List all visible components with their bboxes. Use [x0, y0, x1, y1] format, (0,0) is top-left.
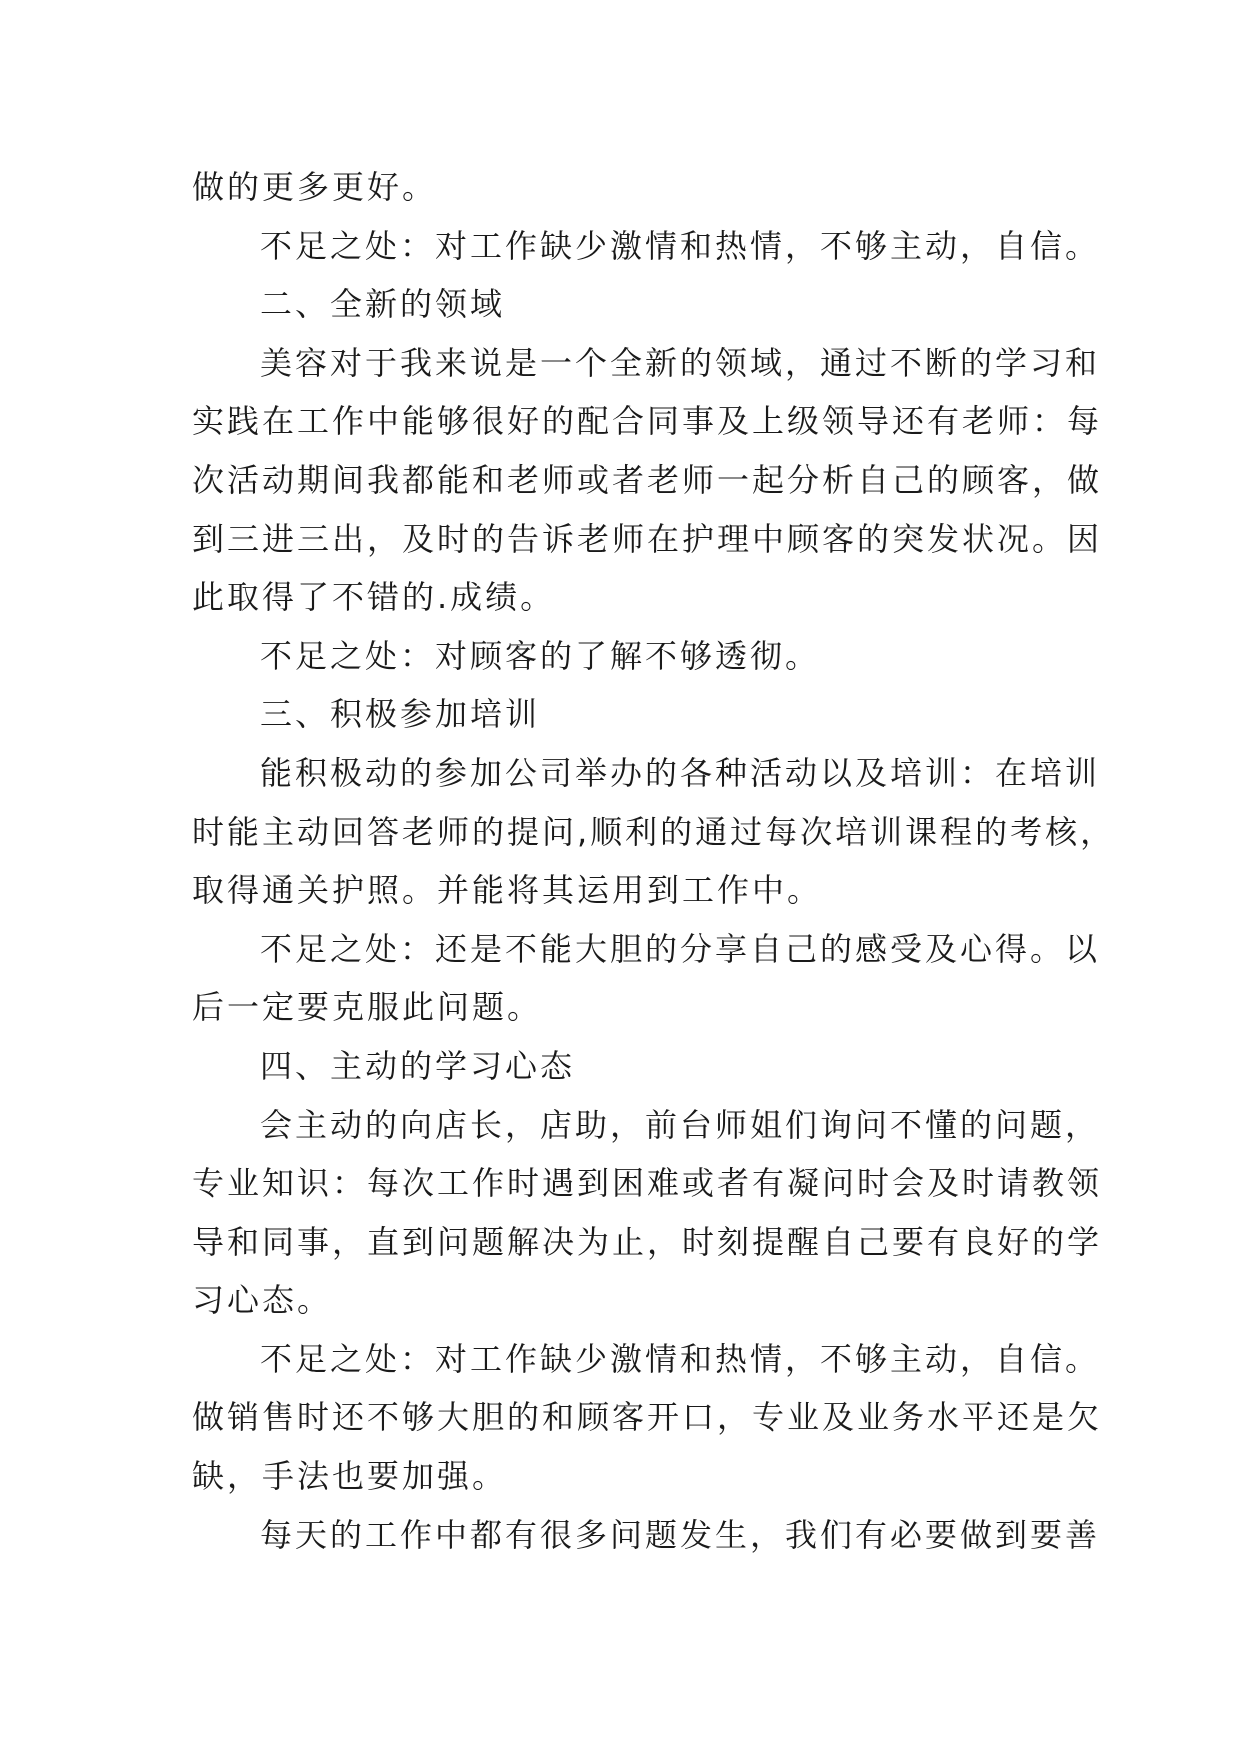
text-line: 二、全新的领域 — [260, 285, 506, 324]
text-line: 导和同事，直到问题解决为止，时刻提醒自己要有良好的学 — [192, 1222, 1103, 1261]
text-line: 做销售时还不够大胆的和顾客开口，专业及业务水平还是欠 — [192, 1398, 1103, 1437]
text-line: 每天的工作中都有很多问题发生，我们有必要做到要善 — [260, 1515, 1101, 1554]
text-line: 会主动的向店长，店助，前台师姐们询问不懂的问题， — [260, 1105, 1101, 1144]
text-line: 不足之处：对工作缺少激情和热情，不够主动，自信。 — [260, 1339, 1101, 1378]
text-line: 三、积极参加培训 — [260, 695, 541, 734]
text-line: 不足之处：对工作缺少激情和热情，不够主动，自信。 — [260, 226, 1101, 265]
text-line: 时能主动回答老师的提问,顺利的通过每次培训课程的考核， — [192, 812, 1116, 851]
document-body — [192, 158, 1116, 1564]
text-line: 实践在工作中能够很好的配合同事及上级领导还有老师：每 — [192, 402, 1103, 441]
text-line: 不足之处：对顾客的了解不够透彻。 — [260, 636, 821, 675]
text-line: 取得通关护照。并能将其运用到工作中。 — [192, 871, 823, 910]
text-line: 次活动期间我都能和老师或者老师一起分析自己的顾客，做 — [192, 460, 1103, 499]
text-line: 到三进三出，及时的告诉老师在护理中顾客的突发状况。因 — [192, 519, 1103, 558]
text-line: 后一定要克服此问题。 — [192, 988, 543, 1027]
text-line: 专业知识：每次工作时遇到困难或者有凝问时会及时请教领 — [192, 1164, 1103, 1203]
text-line: 能积极动的参加公司举办的各种活动以及培训：在培训 — [260, 753, 1101, 792]
text-line: 此取得了不错的.成绩。 — [192, 578, 556, 617]
text-line: 习心态。 — [192, 1281, 333, 1320]
text-line: 不足之处：还是不能大胆的分享自己的感受及心得。以 — [260, 929, 1101, 968]
text-line: 四、主动的学习心态 — [260, 1046, 576, 1085]
text-line: 美容对于我来说是一个全新的领域，通过不断的学习和 — [260, 343, 1101, 382]
text-line: 缺，手法也要加强。 — [192, 1457, 508, 1496]
text-line: 做的更多更好。 — [192, 168, 438, 206]
